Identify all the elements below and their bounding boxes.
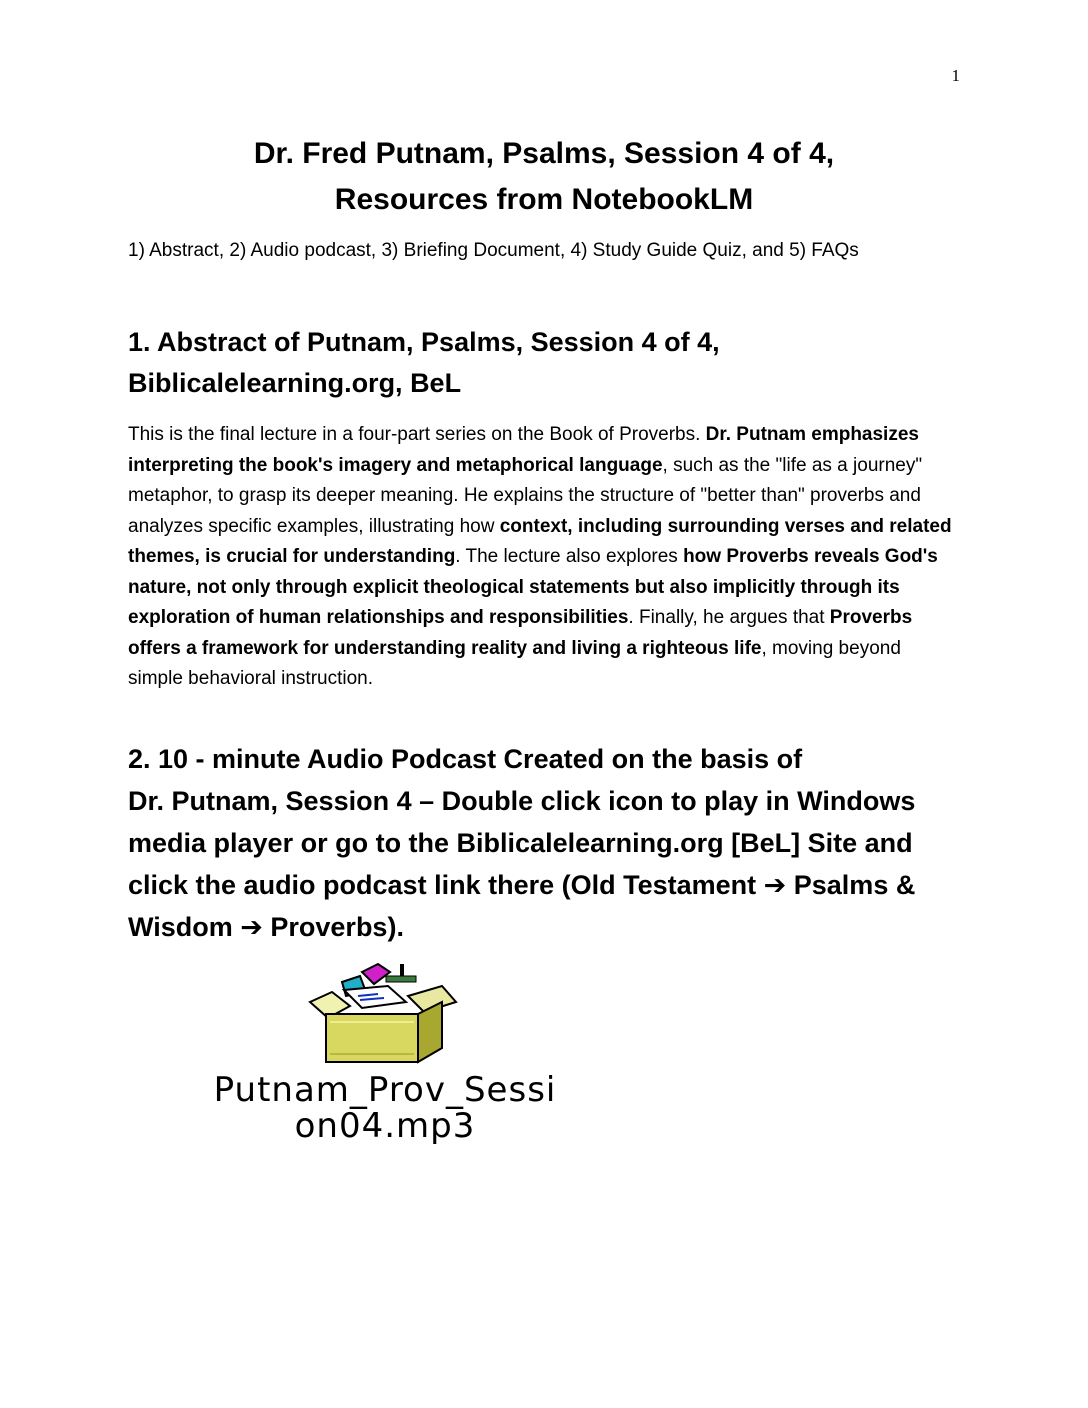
section-2-heading-text-c: Proverbs). bbox=[262, 912, 404, 942]
abstract-text-2: , such as the "life as a journey" metaphor, to grasp its deeper meaning. He explains the structure of "better than" proverbs and analyzes specific examples, illustrating how bbox=[128, 454, 923, 537]
abstract-text-1: This is the final lecture in a four-part series on the Book of Proverbs. bbox=[128, 424, 706, 445]
file-name-line-1: Putnam_Prov_Sessi bbox=[213, 1070, 557, 1110]
page-title bbox=[0, 131, 1088, 223]
section-2-heading-text-b: Psalms & Wisdom bbox=[128, 870, 916, 942]
section-1-heading-line-1: 1. Abstract of Putnam, Psalms, Session 4 of 4, bbox=[128, 327, 720, 357]
page-number: 1 bbox=[951, 66, 960, 85]
right-arrow-icon: ➔ bbox=[240, 912, 263, 942]
abstract-bold-2: context, including surrounding verses and related themes, is crucial for understanding bbox=[128, 515, 952, 567]
abstract-bold-4: Proverbs offers a framework for understanding reality and living a righteous life bbox=[128, 607, 913, 659]
section-2-heading bbox=[128, 738, 968, 948]
title-line-2: Resources from NotebookLM bbox=[334, 183, 754, 216]
section-2-heading-line-1: 2. 10 - minute Audio Podcast Created on the basis of bbox=[128, 744, 803, 774]
section-2-heading-text-a: Dr. Putnam, Session 4 – Double click icon to play in Windows media player or go to the Biblicalelearning.org [BeL] Site and click the audio podcast link there (Old Testament bbox=[128, 786, 916, 900]
abstract-text-5: , moving beyond simple behavioral instruction. bbox=[128, 637, 901, 689]
abstract-bold-3: how Proverbs reveals God's nature, not only through explicit theological statements but also implicitly through its exploration of human relationships and responsibilities bbox=[128, 546, 938, 628]
contents-line: 1) Abstract, 2) Audio podcast, 3) Briefing Document, 4) Study Guide Quiz, and 5) FAQs bbox=[128, 240, 859, 261]
section-1-heading bbox=[128, 322, 968, 404]
package-icon[interactable] bbox=[306, 962, 466, 1066]
section-1-heading-line-2: Biblicalelearning.org, BeL bbox=[128, 368, 462, 398]
file-name-label[interactable] bbox=[130, 1072, 640, 1144]
abstract-text-4: . Finally, he argues that bbox=[628, 607, 830, 628]
right-arrow-icon: ➔ bbox=[763, 870, 787, 900]
file-name-line-2: on04.mp3 bbox=[294, 1106, 476, 1146]
package-icon-graphic bbox=[306, 962, 466, 1066]
abstract-bold-1: Dr. Putnam emphasizes interpreting the book's imagery and metaphorical language bbox=[128, 424, 919, 476]
abstract-paragraph bbox=[128, 420, 958, 695]
abstract-text-3: . The lecture also explores bbox=[455, 546, 684, 567]
section-2-heading-body bbox=[128, 780, 968, 948]
title-line-1: Dr. Fred Putnam, Psalms, Session 4 of 4, bbox=[253, 137, 835, 170]
